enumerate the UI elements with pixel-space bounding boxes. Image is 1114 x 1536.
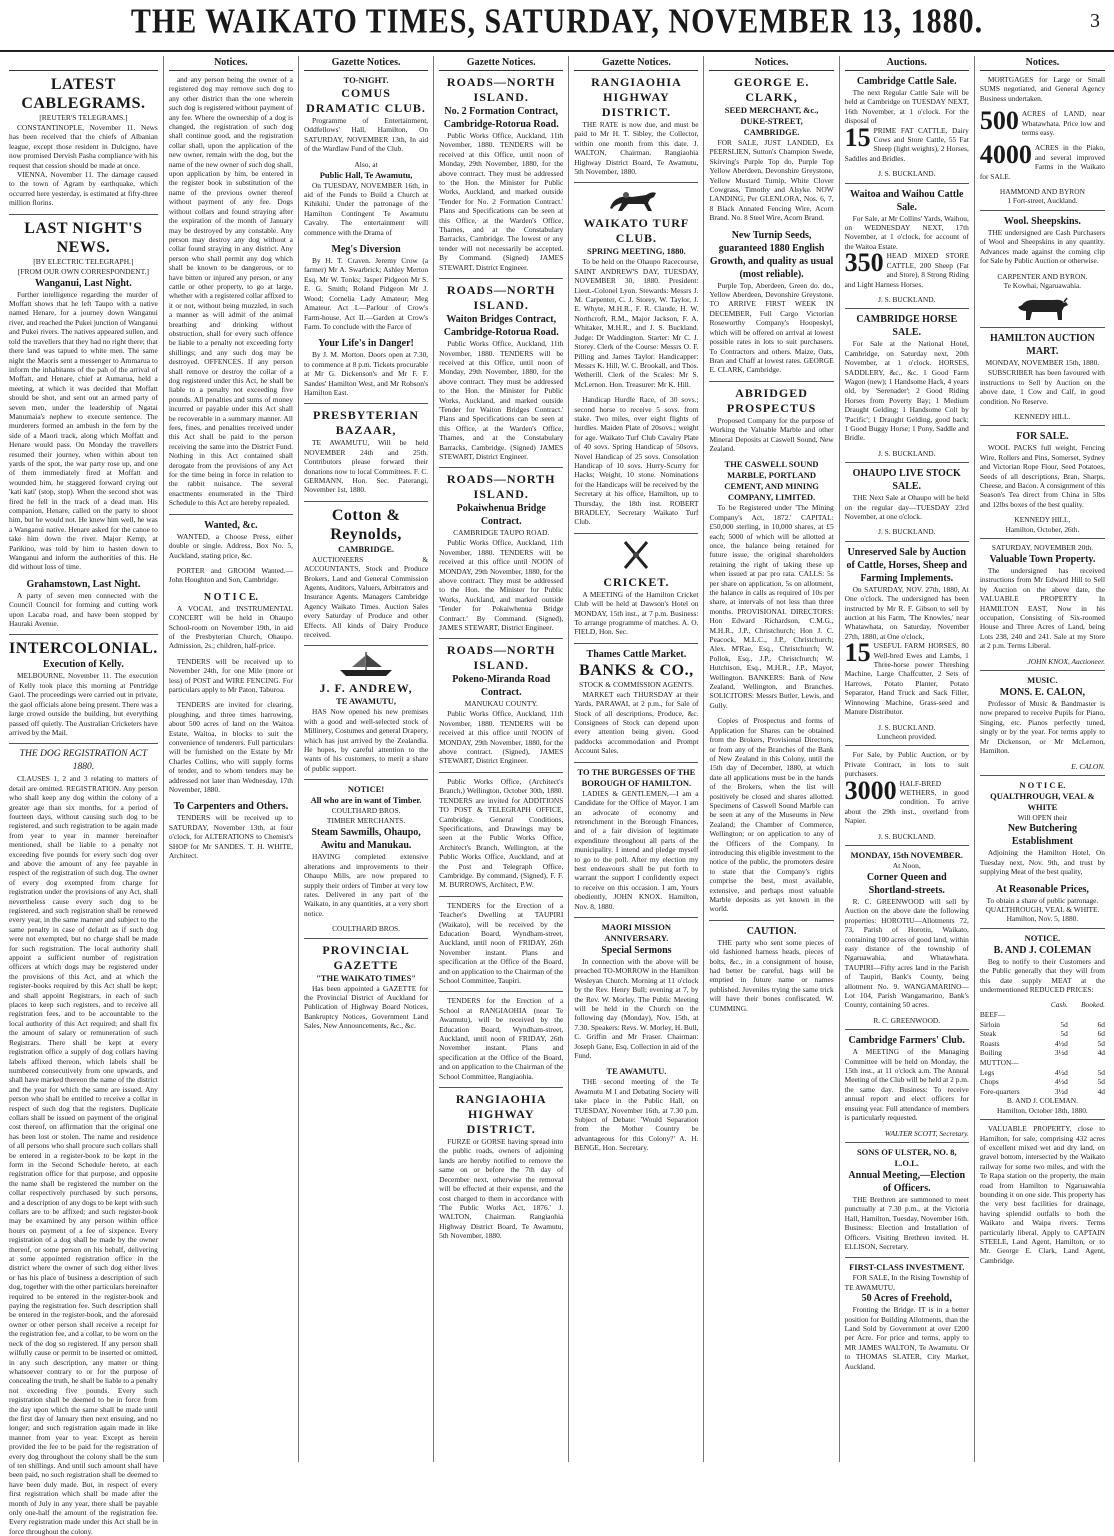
divider xyxy=(574,762,698,763)
price-col-item xyxy=(980,1000,1042,1010)
clark-turnip-seeds: New Turnip Seeds, guaranteed 1880 English Growth, and quality as usual (most reliable). xyxy=(709,229,834,280)
calon-signature: E. CALON. xyxy=(1071,761,1105,771)
coleman-signature: B. AND J. COLEMAN. xyxy=(1006,1096,1078,1106)
turf-club-title: WAIKATO TURF CLUB. xyxy=(583,216,690,246)
column-2 xyxy=(164,56,299,1462)
bazaar-body: TE AWAMUTU, Will be held NOVEMBER 24th and 25th. Contributors please forward their donations now to local Committees. F. C. GERMANN, Hon. Sec. Paterangi, November 1st, 1880. xyxy=(303,438,429,495)
dog-act-body: CLAUSES 1, 2 and 3 relating to matters of detail are omitted. REGISTRATION. Any person who shall keep any dog within the colony of a greater age than six months, for a period of fourteen days, without causing such dog to be registered, and such registration to be again made from year to year in manner hereinafter mentioned, shall be liable to a penalty not exceeding five pounds for every such dog over and above the amount of any fee payable in respect of the registration of such dog. The owner of every dog exempted from charge for registration under the provisions of any Act, shall nevertheless cause every such dog to be registered, and such registration shall be renewed every year, in the same manner and subject to the same penalty in case of default as if such dog were not exempted, but no charge shall be made for such registration. The local authority shall appoint a sufficient number of registration officers at which dogs may be registered under the provisions of this Act, and at which the register-books required by this Act shall be kept; and shall appoint Registrars, in each of such places to keep such registers, and to receive all registration fees, and to be accountable to the local authority of this Act required; and shall fix the amount of salary or remuneration of such Registrars. There shall be kept at every registration office a supply of dog collars having labels affixed thereon, which labels shall be numbered consecutively from one upwards, and shall have marked thereon the name of the district and the year for which the same are issued. Any person who shall be entitled to receive a collar in respect of such dog that the registers. Duplicate collars shall be issued on payment of the original cost thereof, on affirmation that the original one has been lost or stolen. The name and residence of all persons who shall procure such collars shall be entered in a register-book to be kept in the form in the Second Schedule hereto, at each registration office for that purpose, and opposite the name shall be registered the number on the collar respectively purchased by such persons, and a description of any dogs to be kept with such collars are to be affixed; and such register-book may be examined by any person within office hours on payment of a fee of sixpence. Every registration of a dog shall be made by the owner thereof, or some person on his behalf, delivering at some appointed registration office in the district where the owner of such dog either lives or has his place of business a description of such dog, together with the other particulars hereinafter required to be entered in the register-book and paying the registration fee. Such description shall be entered in the register-book, and the aforesaid owner or other person shall receive a receipt for the registration fee, and a collar, to be worn on the neck of the dog so registered. If any person shall wilfully cause or permit to be inserted or omitted, in any such description, any matter or thing whatsoever contrary to or for the purpose of concealing the truth, he shall be liable to a penalty not exceeding five pounds. Every such registration shall be deemed to be in force from the day upon which the same shall be made until the first day of January then next ensuing, and no longer; and such registration again made in like manner from year to year. Except as herein provided the fee to be paid for the registration of every dog throughout the colony shall be the sum of ten shillings. And until such amount shall have been paid, no such registration shall be deemed to have been duly made. But, in respect of every first registration which shall be made after the month of July in any year, there shall be payable only one-half the amount of the registration fee. Every registration made under this Act shall be in force throughout the colony. xyxy=(9,774,158,1536)
cotton-title: Cotton & Reynolds, xyxy=(330,506,402,543)
price-col-booked: Booked. xyxy=(1080,1000,1105,1010)
column-header: Gazette Notices. xyxy=(574,56,698,71)
buckland-signature: J. S. BUCKLAND. xyxy=(878,527,936,537)
price-item: Fore-quarters xyxy=(979,1086,1020,1096)
divider xyxy=(439,991,563,992)
mission-title: MAORI MISSION ANNIVERSARY. xyxy=(601,921,671,943)
wanted-ad-1: WANTED, a Choose Press, either double or single. Address, Box No. 5, Auckland, stating price, &c. xyxy=(168,531,293,560)
awamutu-body: THE second meeting of the Te Awamutu M I and Debating Society will take place in the Public Hall, on TUESDAY, November 16th, at 7.30 p.m. Subject of Debate: 'Would Separation from the Mother Country be advantageous for this Colony?' A. H. BENGE, Hon. Secretary. xyxy=(574,1077,699,1153)
turf-club-subtitle: SPRING MEETING, 1880. xyxy=(587,246,686,257)
public-hall-title: Public Hall, Te Awamutu, xyxy=(319,169,413,180)
ulster-title: SONS OF ULSTER, NO. 8, L.O.L. xyxy=(856,1146,957,1168)
price-item: MUTTON— xyxy=(979,1057,1019,1067)
monday-title: MONDAY, 15th NOVEMBER. xyxy=(850,849,963,860)
mart-title: HAMILTON AUCTION MART. xyxy=(990,333,1095,358)
dog-act-title: THE DOG REGISTRATION ACT 1880. xyxy=(19,749,148,773)
andrew-title: J. F. ANDREW, xyxy=(319,681,413,696)
column-1 xyxy=(4,56,164,1536)
cotton-subtitle: CAMBRIDGE. xyxy=(338,543,395,554)
clark-subtitle-3: CAMBRIDGE. xyxy=(743,127,800,137)
gazette-subtitle: "THE WAIKATO TIMES" xyxy=(316,972,417,983)
investment-body: FOR SALE, In the Rising Township of TE AWAMUTU, xyxy=(844,1273,969,1292)
kelly-heading: Execution of Kelly. xyxy=(42,659,124,671)
divider xyxy=(304,938,428,939)
qualthrough-signature: QUALTHROUGH, VEAL & WHITE. xyxy=(985,904,1100,914)
timber-subtitle: All who are in want of Timber. xyxy=(310,795,422,806)
buckland-signature: J. S. BUCKLAND. xyxy=(878,831,936,841)
clark-subtitle: SEED MERCHANT, &c., xyxy=(724,105,819,115)
crossed-bats-icon xyxy=(619,538,653,572)
rate-title: RANGIAOHIA HIGHWAY DISTRICT. xyxy=(591,75,682,119)
grahamstown-heading: Grahamstown, Last Night. xyxy=(26,578,141,590)
timber-merchants: TIMBER MERCHANTS. xyxy=(326,816,406,826)
price-cash: 5d xyxy=(1060,1019,1068,1029)
lot-count: 15 xyxy=(844,122,871,152)
divider xyxy=(304,501,428,502)
cricket-title: CRICKET. xyxy=(603,574,670,589)
price-booked: 5d xyxy=(1097,1077,1105,1087)
corner-title: Corner Queen and Shortland-streets. xyxy=(866,871,947,896)
divider xyxy=(980,1119,1105,1120)
music-title: MUSIC. xyxy=(1027,675,1058,686)
burgesses-body: LADIES & GENTLEMEN,—I am a Candidate for the Office of Mayor. I am an advocate of economy and retrenchment in the Borough Finances, and of a fair division of legitimate expenditure throughout all parts of the municipality. I intend and pledge myself to go to the poll. After my election my best endeavours shall be put forth to warrant the support I confidently expect to receive on this occasion. I am, Yours obediently, JOHN KNOX. Hamilton, Nov. 8, 1880. xyxy=(574,788,699,911)
divider xyxy=(980,670,1105,671)
price-item: Steak xyxy=(979,1029,997,1039)
horse-icon xyxy=(606,187,666,213)
investment-body-2: Fronting the Bridge. IT is in a better position for Building Allotments, than the Land Sold by Government at over £200 per Acre. For price and terms, apply to MR JAMES WALTON, Te Awamutu. Or to THOMAS SLATER, City Market, Auckland. xyxy=(844,1305,969,1371)
notice-title: NOTICE. xyxy=(1024,932,1061,943)
roads-3-subtitle: Pokaiwhenua Bridge Contract. xyxy=(456,503,546,528)
rangiaohia-title: RANGIAOHIA HIGHWAY DISTRICT. xyxy=(455,1092,547,1137)
clark-body: FOR SALE, JUST LANDED, Ex PEERSLIEN, Sutton's Champion Swede, Skirving's Purple Top do, Purple Top Yellow Aberdeen, Devonshire Greystone, Yellow Mustard Turnip, White Clover Cowgrass, Timothy and Alsyke. NOW LANDING, Per GLENLORA, Nos. 6, 7, 8 Black Annated Fencing Wire, Acorn Brand. No. 8 Steel Wire, Acorn Brand. xyxy=(709,138,834,223)
divider xyxy=(845,462,969,463)
company-title: THE CASWELL SOUND MARBLE, PORTLAND CEMENT, AND MINING COMPANY, LIMITED. xyxy=(724,459,819,503)
valuable-date: SATURDAY, NOVEMBER 20th. xyxy=(991,543,1094,552)
caution-body: THE party who sent some pieces of old fashioned harness heads, pieces of bolts, &c., in a consignment of house, had better be careful, bags will be emptied in future name or names published. Juveniles trying the same trick will have their bones confiscated. W. CUMMING. xyxy=(709,937,834,1013)
comus-body: Programme of Entertainment, Oddfellows' Hall, Hamilton, On SATURDAY, NOVEMBER 13th, In aid of the Wardlaw Fund of the Club. xyxy=(303,116,429,154)
banks-subtitle: STOCK & COMMISSION AGENTS. xyxy=(578,679,694,689)
price-row xyxy=(980,1039,1105,1049)
divider xyxy=(574,643,698,644)
cricket-body: A MEETING of the Hamilton Cricket Club will be held at Dawson's Hotel on MONDAY, 15th inst., at 7 p.m. Business: To arrange programme of matches. A. O. FIELD, Hon. Sec. xyxy=(574,589,699,637)
farmers-club-title: Cambridge Farmers' Club. xyxy=(848,1035,965,1047)
roads-1-body: Public Works Office, Auckland, 11th November, 1880. TENDERS will be received at this Office, until noon of Monday, 29th November, 1880, for the above contract. They must be addressed to the Hon. the Minister for Public Works, Auckland, and marked outside 'Tender for No. 2 Formation Contract.' Plans and Specifications can be seen at this Office, at the Warden's Office, Thames, and at the Constabulary Barracks, Cambridge. The lowest or any tender will not necessarily be accepted. By Command. (Signed) JAMES STEWART, District Engineer. xyxy=(439,131,564,272)
divider xyxy=(439,1087,563,1088)
sawmills-body: HAVING completed extensive alterations and improvements to their Ohaupo Mills, are now prepared to supply their orders of Timber at very low rates. Delivered in any part of the Waikato, in any quantities, at a very short notice. xyxy=(303,852,429,918)
divider xyxy=(845,745,969,746)
reasonable-prices: At Reasonable Prices, xyxy=(995,883,1089,895)
price-booked: 5d xyxy=(1097,1038,1105,1048)
valuable-body: The undersigned has received instructions from Mr Edward Hill to Sell by Auction on the above date, the VALUABLE PROPERTY In HAMILTON EAST, Now in his occupation, Consisting of Six-roomed House and Three Acres of Land, being Lots 238, 240 and 241. Sale at my Store at 2 p.m. Terms Liberal. xyxy=(979,566,1105,651)
wethers-body: For Sale, by Public Auction, or by Private Contract, in lots to suit purchasers. xyxy=(844,750,969,779)
news-subtitle-2: [FROM OUR OWN CORRESPONDENT.] xyxy=(17,266,149,276)
corner-body: R. C. GREENWOOD will sell by Auction on the above date the following properties: HOROTIU—Allotments 72, 73, Parish of Horotiu, Waikato, containing 100 acres of good land, within easy distance of the township of Ngaruawahia, and Whatawhata. TAUPIRI—Fifty acres land in the Parish of Taupiri, Bank's County, being allotment No. 9. WANGAMARINO—Lot 104, Parish Wangamarino, Bank's County, containing 50 acres. xyxy=(844,896,969,1010)
column-header: Notices. xyxy=(709,56,833,71)
notice-body: A VOCAL and INSTRUMENTAL CONCERT will be held in Ohaupo School-room on November 19th, in aid of the Presbyterian Church, Ohaupo. Admission, 2s.; children, half-price. xyxy=(168,603,293,651)
waitoa-body: For Sale, at Mr Collins' Yards, Waihou, on WEDNESDAY NEXT, 17th November, at 1 o'clock, for account of the Waitoa Estate. xyxy=(844,213,969,251)
price-item: Boiling xyxy=(979,1048,1003,1058)
farce-body: By J. M. Morton. Doors open at 7.30, to commence at 8 p.m. Tickets procurable at Mr G. Dickenson's and Mr F. F. Sandes' Hamilton West, and Mr Robson's Hamilton East. xyxy=(303,350,429,397)
kennedy-signature: KENNEDY HILL. xyxy=(1014,411,1071,421)
divider xyxy=(845,1029,969,1030)
wethers-lots: 3000 HALF-BRED WETHERS, in good condition. To arrive about the 29th inst., overland from Napier. xyxy=(844,775,969,826)
price-item: Legs xyxy=(979,1067,995,1077)
divider xyxy=(709,920,833,921)
hammond-address: 1 Fort-street, Auckland. xyxy=(1007,196,1078,206)
divider xyxy=(439,896,563,897)
grahamstown-body: A party of seven men connected with the Council Council for forming and cutting work upon Lacaba road, and have been stopped by Hauraki Avenue. xyxy=(9,590,158,629)
roads-4-body: Public Works Office, Auckland, 11th November, 1880. TENDERS will be received at this office until NOON of MONDAY, 29th November, 1880, for the above contract. (Signed), JAMES STEWART, District Engineer. xyxy=(439,709,564,766)
price-cash: 4½d xyxy=(1054,1038,1068,1048)
news-subtitle: [BY ELECTRIC TELEGRAPH.] xyxy=(33,256,134,266)
buckland-signature: J. S. BUCKLAND. xyxy=(878,294,936,304)
qualthrough-date: Hamilton, Nov. 5, 1880. xyxy=(1006,914,1079,924)
column-6 xyxy=(704,56,839,1462)
buckland-signature: J. S. BUCKLAND. xyxy=(878,448,936,458)
clark-title: GEORGE E. CLARK, xyxy=(733,75,810,104)
prospectus-body: Proposed Company for the purpose of Working the Valuable Marble and other Mineral Deposits at Caswell Sound, New Zealand. xyxy=(709,415,834,453)
dog-act-continued: and any person being the owner of a registered dog may remove such dog to any other district than the one wherein such dog is registered without payment of any fee. Where the ownership of a dog is changed, the registration of such dog shall continue good, and the registration collar shall, upon the application of the new owner, remain with the dog, but the name of the new owner of such dog shall, upon application by him, be entered in the register book in substitution of the name of the previous owner thereof without payment of any fee. Dogs without collars and found straying after the expiration of the month of January may be destroyed by any constable. Any person may destroy any dog without a collar found straying in any district. Any person who shall permit any dog which shall be known to be dangerous, or to have bitten or injured any person, or any cattle or other property, to go at large, whether with a registered collar affixed to it or not, without being muzzled, in such a manner as will admit of the animal breathing and drinking without obstruction, shall for every such offence be liable to a penalty not exceeding forty shillings; and any such dog may be destroyed. OFFENCES. If any person shall remove or destroy the collar of a dog registered under this Act, he shall be liable to a penalty not exceeding five pounds. All penalties and sums of money incurred or payable under this Act shall be recoverable in a summary manner. All fees, fines, and penalties received under this Act shall be paid to the person receiving the same into the District Fund. Nothing in this Act contained shall derogate from the provisions of any Act for the time being in force in relation to the rabbit nuisance. The several enactments enumerated in the Third Schedule to this Act are hereby repealed. xyxy=(168,75,293,508)
horse-sale-body: For Sale at the National Hotel, Cambridge, on Saturday next, 20th November, at 1 o'clock. HORSES, SADDLERY, &c., &c. 1 Good Farm Wagon (new); 1 Handsome Hack, 4 years old, by 'Serenader'; 2 Good Riding Horses from Poverty Bay; 1 Medium Draught Gelding; 1 Handsome Colt by 'Pacific'; 1 Draught Gelding, good back; 1 Good Buggy Horse; 1 Pony, Saddle and Bridle. xyxy=(844,339,969,443)
property-body: VALUABLE PROPERTY, close to Hamilton, for sale, comprising 432 acres of excellent mixed wet and dry land, on gravel bottom, intersected by the Waikato railway for some two miles, and with the Te Rapa station on the property, the main road from Hamilton to Ngaruawahia bounding it on one side. This property has the very best facilities for drainage, having splendid outfalls to both the Waikato and Waipa rivers. Terms particularly liberal. Apply to CAPTAIN STEELE, Land Agent, Hamilton, or to Mr. George E. Clark, Land Agent, Cambridge. xyxy=(979,1124,1105,1265)
mission-body: In connection with the above will be preached TO-MORROW in the Hamilton Wesleyan Church. Morning at 11 o'clock by the Rev. Henry Bull; evening at 7, by the Rev. W. Morley. The Public Meeting will be held in the Church on the following day (Monday), Nov. 15th, at 7.30. Speakers: Revs. W. Morley, H. Bull, C. Griffin and Mr Fraser. Chairman: Joseph Gane, Esq. Collection in aid of the Fund. xyxy=(574,956,699,1061)
andrew-body: HAS Now opened his new premises with a good and well-selected stock of Millinery, Costumes and general Drapery, which has just arrived by the Zealandia. He hopes, by careful attention to the wants of his customers, to merit a share of public support. xyxy=(303,707,429,773)
wanganui-body: Further intelligence regarding the murder of Moffatt shows that he left Taupo with a native named Henare, for a journey down Wanganui river, and reached the Pukei junction of Wanganui and Pukei rivers. The natives appeared sullen, and told the travellers that they had no right there; that there land was tapued to white men. The same night the Maoris sent a messenger to Ammarua to inform the inhabitants of the pah of the arrival of Moffatt, and Henare, chief at Aumarua, held a meeting, at which it was decided that Moffatt should be shot, and sent out an armed party of seven men, under the leadership of Ngatai Manumaia's nephew to execute sentence. The murderers formed an ambush in the fern by the side of a Maori track, along which Moffatt and Henare would pass. On Monday the travellers resumed their journey, when within about ten yards of the spot, the war party rose up, and one of them immediately fired at Moffatt and wounded him, he staggered forward crying out 'kati kati' (stop, stop). When the second shot was fired he fell in the track of a dead man. His companion, Henare, called on the party to shoot him, but he would not. He knew him well, he was a Wanganui native. Henare asked for the canoe to take him down the river. Major Kemp, at Parikino, was told by him to hasten down to Wanganui and inform the authorities of this. He did without loss of time. xyxy=(9,289,158,572)
sawmills-title: Steam Sawmills, Ohaupo, Awitu and Manukau. xyxy=(311,827,421,852)
acres-count: 500 xyxy=(979,106,1019,136)
newspaper-title: THE WAIKATO TIMES, SATURDAY, NOVEMBER 13, 1880. xyxy=(130,2,984,41)
price-table xyxy=(980,1000,1105,1096)
lot-count: 350 xyxy=(844,248,884,278)
unreserved-title: Unreserved Sale by Auction of Cattle, Horses, Sheep and Farming Implements. xyxy=(846,546,968,584)
price-booked xyxy=(1068,1058,1105,1068)
ulster-body: THE Brethren are summoned to meet punctually at 7.30 p.m., at the Victoria Hall, Hamilton, Tuesday, November 16th. Business: Election and Installation of Officers. Visiting Brethren invited. H. ELLISON, Secretary. xyxy=(844,1194,969,1251)
coleman-date: Hamilton, October 18th, 1880. xyxy=(997,1105,1088,1115)
rate-body: THE RATE is now due, and must be paid to Mr H. T. Sibley, the Collector, within one month from this date. J. WALTON, Chairman. Rangiaohia Highway District Board, Te Awamutu, 5th November, 1880. xyxy=(574,120,699,177)
ohaupo-title: OHAUPO LIVE STOCK SALE. xyxy=(852,468,961,493)
kennedy-signature: KENNEDY HILL, xyxy=(1014,515,1071,525)
column-7 xyxy=(840,56,975,1462)
cambridge-cattle-title: Cambridge Cattle Sale. xyxy=(856,76,957,87)
divider xyxy=(439,278,563,279)
price-item: Chops xyxy=(979,1077,999,1087)
price-cash: 5d xyxy=(1060,1029,1068,1039)
music-name: MONS. E. CALON, xyxy=(999,687,1086,699)
price-item: Sirloin xyxy=(979,1019,1000,1029)
cambridge-cattle-lots: 15 PRIME FAT CATTLE, Dairy Cows and Store Cattle, 55 Fat Sheep (light weights), 2 Horses, Saddles and Bridles. xyxy=(844,122,969,163)
news-title: LAST NIGHT'S NEWS. xyxy=(24,219,143,256)
price-cash: 4½d xyxy=(1054,1067,1068,1077)
price-booked: 5d xyxy=(1097,1067,1105,1077)
monday-subtitle: At Noon, xyxy=(892,860,921,870)
carpenters-title: To Carpenters and Others. xyxy=(173,801,289,813)
price-row xyxy=(980,1010,1105,1020)
wanted-ad-2: PORTER and GROOM Wanted.—John Houghton and Son, Cambridge. xyxy=(168,565,293,585)
roads-1-title: ROADS—NORTH ISLAND. xyxy=(446,75,556,104)
teacher-dwelling-tender: TENDERS for the Erection of a Teacher's Dwelling at TAUPIRI (Waikato), will be received by the Education Board, Wyndham-street, Auckland, until noon of FRIDAY, 26th November instant. Plans and specification at the Office of the Board, and on application to the Chairman of the School Committee, Taupiri. xyxy=(439,900,564,985)
company-body-2: Copies of Prospectus and forms of Application for Shares can be obtained from the Brokers, Provisional Directors, or from any of the Branches of the Bank of New Zealand in this Colony, until the 15th day of December, 1880, at which date all applications must be in the hands of the Brokers, when the list will positively be closed and shares allotted. Specimens of Caswell Sound Marble can be seen at any of the Museums in New Zealand; the Chamber of Commerce, Wellington; or on application to any of the Officers of the Company. In introducing this eligible investment to the notice of the public, the promoters desire to state that the Company's rights comprise the best, most available, extensive, and perhaps most valuable Marble deposits as yet known in the world. xyxy=(709,716,834,914)
comus-title: COMUS DRAMATIC CLUB. xyxy=(306,86,426,115)
kelly-body: MELBOURNE, November 11. The execution of Kelly took place this morning at Pentridge Gaol. The proceedings were carried out in private, the gaol officials alone being present. There was a large crowd outside the building, but everything passed off quietly. The Australian Cricketers have arrived by the Mail. xyxy=(9,671,158,737)
post-office-tender: Public Works Office, (Architect's Branch,) Wellington, October 30th, 1880. TENDERS are invited for ADDITIONS TO POST & TELEGRAPH OFFICE, Cambridge. General Conditions, Specifications, and Drawings may be seen at the Public Works Office, Architect's Branch, Wellington, at the Public Works Office, Auckland, and at the Post and Telegraph Office, Cambridge. By command, (Signed), F. F. M. BURROWS, Architect, P.W. xyxy=(439,776,564,890)
gazette-title: PROVINCIAL GAZETTE xyxy=(322,942,410,972)
price-cash xyxy=(1041,1010,1067,1020)
unreserved-body: On SATURDAY, NOV. 27th, 1880, At One o'clock. The undersigned has been instructed by Mr R. F. Gibson to sell by auction at his Farm, 'The Knowles,' near Whatawhata, on Saturday, November 27th, 1880, at One o'clock, xyxy=(844,584,969,641)
divider xyxy=(980,210,1105,211)
timber-notice: NOTICE! xyxy=(347,784,385,795)
column-header: Notices. xyxy=(980,56,1105,71)
bazaar-title: PRESBYTERIAN BAZAAR, xyxy=(313,408,420,438)
column-header xyxy=(9,56,158,71)
wool-title: Wool. Sheepskins. xyxy=(1003,215,1081,227)
buckland-signature: J. S. BUCKLAND. xyxy=(878,169,936,179)
masthead xyxy=(0,0,1114,52)
hammond-signature: HAMMOND AND BYRON xyxy=(999,187,1085,197)
divider xyxy=(980,425,1105,426)
caution-title: CAUTION. xyxy=(746,925,797,937)
divider xyxy=(304,403,428,404)
column-4 xyxy=(434,56,569,1462)
turf-club-body: To be held on the Ohaupo Racecourse, SAINT ANDREW'S DAY, TUESDAY, NOVEMBER 30, 1880. President: Lieut.-Colonel Lyon. Stewards: Messrs J. M. Carpenter, C. J. Storey, W. Taylor, J. E. Whyte, M.H.R., F. R. Claude, H. W. Northcroft, R.M., Major Jackson, F. A. Whitaker, M.H.R., and J. S. Buckland. Judge: Dr Waddington. Starter: Mr C. J. Storey. Clerk of the Course: Messrs O. F. Pilling and James Taylor. Handicapper: Messrs K. Hill, W. C. Brookall, and Thos. Wetherill. Clerk of the Scales: Mr S. McLernon. Hon. Treasurer: Mr K. Hill. xyxy=(574,257,699,389)
qualthrough-body-3: To obtain a share of public patronage. xyxy=(986,895,1099,905)
clark-subtitle-2: DUKE-STREET, xyxy=(740,116,803,126)
divider xyxy=(980,327,1105,328)
cables-title: LATEST CABLEGRAMS. xyxy=(21,76,146,112)
column-header: Gazette Notices. xyxy=(439,56,563,71)
lot-count: 3000 xyxy=(844,775,897,805)
luncheon-note: Luncheon provided. xyxy=(876,731,937,741)
mart-subtitle: MONDAY, NOVEMBER 15th, 1880. xyxy=(985,358,1100,368)
divider xyxy=(439,772,563,773)
tenders-clearing: TENDERS are invited for clearing, ploughing, and three times harrowing, about 500 acres of land on the Waitoa Estate, Waitoa, in blocks to suit the convenience of tenderers. Full particulars will be furnished on the Estate by Mr Charles Collins, who will supply forms of tender, and to whom tenders may be addressed not later than Wednesday, 17th November, 1880. xyxy=(168,700,293,795)
divider xyxy=(980,928,1105,929)
column-header: Auctions. xyxy=(845,56,969,71)
coulthard-signature: COULTHARD BROS. xyxy=(332,924,400,934)
tenders-fencing: TENDERS will be received up to November 24th, for one Mile (more or less) of POST and WIRE FENCING. For particulars apply to Mr Paton, Taburoa. xyxy=(168,656,293,694)
roads-4-title: ROADS—NORTH ISLAND. xyxy=(446,643,556,673)
column-header: Gazette Notices. xyxy=(304,56,428,71)
price-item: Roasts xyxy=(979,1038,1000,1048)
for-sale-body: WOOL PACKS full weight, Fencing Wire, Rollers and Pins, Somerset, Sydney and Victorian Rope Flour, Seed Potatoes, Seeds of all descriptions, Bran, Sharps, Cheese, and Bacon. A consignment of this Season's Tea direct from China in 5lbs and 12lbs boxes of the best quality. xyxy=(979,443,1105,509)
column-8 xyxy=(975,56,1110,1462)
waitoa-title: Waitoa and Waihou Cattle Sale. xyxy=(850,188,964,213)
roads-2-subtitle: Waiton Bridges Contract, Cambridge-Rotorua Road. xyxy=(443,314,559,339)
coleman-title: B. AND J. COLEMAN xyxy=(993,944,1092,956)
price-booked: 4d xyxy=(1097,1048,1105,1058)
divider xyxy=(980,538,1105,539)
drama-body: By H. T. Craven. Jeremy Crow (a farmer) Mr A. Swarbrick; Ashley Merton Esq. Mr W. Tonks; Jasper Pidgeon Mr S. E. G. Smith; Roland Pidgeon Mr J. Wood; Cornelia Lady Amateur; Meg Amateur. Act I.—Parlour of Crow's Farm-house. Act II.—Garden at Crow's Farm. To conclude with the Farce of xyxy=(303,256,429,331)
banks-body: MARKET each THURSDAY at their Yards, PARAWAI, at 2 p.m., for Sale of Stock of all descriptions, Produce, &c. Consignees of Stock can depend upon every attention being given. Good paddocks accommodation and Prompt Account Sales. xyxy=(574,689,699,756)
wanted-title: Wanted, &c. xyxy=(204,519,258,531)
divider xyxy=(439,467,563,468)
tonight-label: TO-NIGHT. xyxy=(343,75,389,85)
for-sale-title: FOR SALE. xyxy=(1016,431,1069,443)
divider xyxy=(574,917,698,918)
turf-club-races: Handicap Hurdle Race, of 30 sovs.; second horse to receive 5 sovs. from stake. Two miles, over eight flights of hurdles. Maiden Plate of 20sovs.; weight for age. Waikato Turf Club Cavalry Plate of 40 sovs. Spring Handicap of 50sovs. Novel Handicap of 25 sovs. Consolation Handicap of 10 sovs. Hurry-Scurry for Hacks; Weight, 10 stone. Nominations for the Handicaps will be received by the Secretary at his office, Hamilton, up to Thursday, the 18th inst. ROBERT BRADLEY, Secretary Waikato Turf Club. xyxy=(574,395,699,527)
price-cash: 4½d xyxy=(1054,1077,1068,1087)
qualthrough-body-2: Adjoining the Hamilton Hotel, On Tuesday next, Nov. 9th, and trust by supplying Meat of the best quality, xyxy=(979,848,1105,877)
greenwood-signature: R. C. GREENWOOD. xyxy=(873,1015,941,1025)
roads-4-subtitle-2: MANUKAU COUNTY. xyxy=(464,699,538,709)
acres-count: 4000 xyxy=(979,140,1032,170)
divider xyxy=(9,743,158,744)
coleman-body: Beg to notify to their Customers and the Public generally that they will from this date supply MEAT at the undermentioned REDUCED PRICES: xyxy=(979,956,1105,994)
lot-count: 15 xyxy=(844,638,871,668)
acres-500: 500 ACRES of LAND, near Whatawhata. Price low and terms easy. xyxy=(979,106,1105,138)
roads-3-body: Public Works Office, Auckland, 11th November, 1880. TENDERS will be received at this office until NOON of MONDAY, 29th November, 1880, for the above contract. They must be addressed to the Hon. the Minister for Public Works, Auckland, and marked outside 'Tender for Pokaiwhenua Bridge Contract.' By Command. (Signed), JAMES STEWART, District Engineer. xyxy=(439,538,564,633)
price-row xyxy=(980,1068,1105,1078)
school-tender: TENDERS for the Erection of a School at RANGIAOHIA (near Te Awamutu), will be received by the Education Board, Wyndham-street, Auckland, until noon of FRIDAY, 26th November instant. Plans and specification at the Office of the Board, and on application to the Chairman of the School Committee, Rangiaohia. xyxy=(439,996,564,1081)
drama-title: Meg's Diversion xyxy=(331,244,401,256)
bull-icon xyxy=(1012,293,1072,323)
roads-3-title: ROADS—NORTH ISLAND. xyxy=(446,472,556,502)
carpenter-address: Te Kowhai, Ngaruawahia. xyxy=(1003,280,1082,290)
price-booked: 4d xyxy=(1097,1086,1105,1096)
qualthrough-title: QUALTHROUGH, VEAL & WHITE xyxy=(990,790,1095,812)
price-booked: 6d xyxy=(1097,1019,1105,1029)
also-label: Also, at xyxy=(354,159,378,169)
divider xyxy=(845,1142,969,1143)
cattle-market-title: Thames Cattle Market. xyxy=(586,648,687,660)
company-body: To be Registered under 'The Mining Company's Act, 1872.' CAPITAL: £50,000 sterling, in 10,000 shares, at £5 each; 5000 of which will be allotted at once, the balance being retained for future issue, the original shareholders retaining the right of taking these up when issued at par pro rata. CALLS: 5s per share on application, 5s on allotment, the balance in calls as required of 10s per share, at intervals of not less than three months. PROVISIONAL DIRECTORS: Hon Edward Richardson, C.M.G., M.H.R., J.P., Christchurch; Hon J. C. Peacock, M.L.C., J.P., Christchurch; Alex. M'Rae, Esq., Christchurch; W. Pollok, Esq., J.P., Christchurch; W. Hutchison, Esq., M.H.R., J.P., Mayor, Wellington. BANKERS: Bank of New Zealand, Wellington, and Branches. SOLICITORS: Messrs Butler, Lewis, and Gully. xyxy=(709,503,834,710)
divider xyxy=(439,638,563,639)
divider xyxy=(845,183,969,184)
price-table-header xyxy=(980,1000,1105,1010)
column-5 xyxy=(569,56,704,1462)
column-header: Notices. xyxy=(169,56,293,71)
buckland-signature: J. S. BUCKLAND. xyxy=(878,722,936,732)
price-cash: 3½d xyxy=(1054,1086,1068,1096)
cotton-body: AUCTIONEERS & ACCOUNTANTS, Stock and Produce Brokers, Land and General Commission Agents, Auditors, Valuers, Arbitrators and Insurance Agents. Managers Cambridge Agency Waikato Times. Auction Sales every Saturday of Produce and other Effects. All kinds of Dairy Produce received. xyxy=(303,554,429,640)
notice-title: N O T I C E. xyxy=(1019,779,1066,790)
unreserved-lots: 15 USEFUL FARM HORSES, 80 Well-bred Ewes and Lambs, 1 Three-horse power Threshing Machine, Large Chaffcutter, 2 Sets of Harrows, Potato Planter, Potato Separator, Hand Truck and Sack Filler, Winnowing Machine, Grass-seed and Manure Distributor. xyxy=(844,638,969,717)
roads-4-subtitle: Pokeno-Miranda Road Contract. xyxy=(452,674,551,699)
cables-body: CONSTANTINOPLE, November 11. News has been received that the chiefs of Albanian league, except those resident in Dulcigno, have now promised Dervish Pasha compliance with his request that cession should be made at once. VIENNA, November 11. The damage caused to the town of Agram by earthquake, which occurred here yesterday, is estimated at fifty-three million florins. xyxy=(9,123,158,208)
farce-title: Your Life's in Danger! xyxy=(318,338,414,350)
price-cash xyxy=(1041,1058,1067,1068)
mortgages-body: MORTGAGES for Large or Small SUMS negotiated, and General Agency Business undertaken. xyxy=(979,75,1105,103)
divider xyxy=(845,541,969,542)
divider xyxy=(845,308,969,309)
waitoa-lots: 350 HEAD MIXED STORE CATTLE, 200 Sheep (Fat and Store), 8 Strong Riding and Light Harness Horses. xyxy=(844,248,969,289)
carpenters-body: TENDERS will be received up to SATURDAY, November 13th, at four o'clock, for ALTERATIONS to Chemist's SHOP for Mr SANDES. T. H. WHITE, Architect. xyxy=(168,813,293,861)
rangiaohia-body: FURZE or GORSE having spread into the public roads, owners of adjoining lands are hereby notified to remove the same on or before the 7th day of December next, otherwise the removal will be effected at their expense, and the cost charged to them in accordance with 'The Public Works Act, 1876.' J. WALTON, Chairman. Rangiaohia Highway District Board, Te Awamutu, 5th November, 1880. xyxy=(439,1137,564,1241)
roads-3-subtitle-2: CAMBRIDGE TAUPO ROAD. xyxy=(453,528,550,538)
banks-title: BANKS & CO., xyxy=(579,661,694,679)
carpenter-signature: CARPENTER AND BYRON. xyxy=(997,271,1088,281)
public-hall-body: On TUESDAY, NOVEMBER 16th, in aid of the Funds to Build a Church at Kihikihi. Under the patronage of the Hamilton Contingent Te Awamutu Cavalry. The entertainment will commence with the Drama of xyxy=(303,180,429,237)
andrew-subtitle: TE AWAMUTU, xyxy=(336,696,397,707)
prospectus-title: ABRIDGED PROSPECTUS xyxy=(726,385,817,415)
divider xyxy=(845,1257,969,1258)
roads-2-title: ROADS—NORTH ISLAND. xyxy=(446,283,556,313)
music-body: Professor of Music & Bandmaster is now prepared to receive Pupils for Piano, Singing, etc. Pianos perfectly tuned, singly or by the year. For terms apply to Mr Dickenson, or Mr McLernon, Hamilton. xyxy=(979,699,1105,756)
horse-sale-title: CAMBRIDGE HORSE SALE. xyxy=(856,314,958,339)
qualthrough-body: Will OPEN their xyxy=(1017,812,1068,822)
awamutu-title: TE AWAMUTU. xyxy=(606,1066,667,1077)
divider xyxy=(709,381,833,382)
cables-subtitle: [REUTER'S TELEGRAMS.] xyxy=(39,113,128,122)
acres-4000: 4000 ACRES in the Piako, and several improved Farms in the Waikato for SALE. xyxy=(979,140,1105,181)
page-number: 3 xyxy=(1090,10,1100,32)
price-row xyxy=(980,1029,1105,1039)
divider xyxy=(169,514,293,515)
intercolonial-title: INTERCOLONIAL. xyxy=(9,640,158,658)
clark-body-2: Purple Top, Aberdeen, Green do. do., Yellow Aberdeen, Devonshire Greystone. TO ARRIVE FIRST WEEK IN DECEMBER, Full Cargo Victorian Roseworthy Company's Hoopeskyl, which will be offered on arrival at lowest possible rates in lots to suit purchasers. To Contractors and others. Maize, Oats, Bran and Chaff at lowest rates. GEORGE E. CLARK, Cambridge. xyxy=(709,280,834,375)
farmers-club-body: A MEETING of the Managing Committee will be held on Monday, the 15th inst., at 11 o'clock a.m. The Annual Meeting of the Club will be held at 2 p.m. the same day. Business: To receive annual report and elect officers for ensuing year. Full attendance of members is particularly requested. xyxy=(844,1047,969,1123)
price-cash: 3½d xyxy=(1054,1048,1068,1058)
newspaper-columns xyxy=(4,56,1110,1536)
price-row xyxy=(980,1020,1105,1030)
investment-subtitle: 50 Acres of Freehold, xyxy=(861,1293,952,1305)
price-row xyxy=(980,1077,1105,1087)
investment-title: FIRST-CLASS INVESTMENT. xyxy=(849,1262,965,1273)
wool-body: THE undersigned are Cash Purchasers of Wool and Sheepskins in any quantity. Advances made against the coming clip for Sale by Public Auction or otherwise. xyxy=(979,227,1105,266)
valuable-title: Valuable Town Property. xyxy=(989,554,1096,565)
mart-body: SUBSCRIBER has been favoured with instructions to Sell by Auction on the above date, 1 Cow and Calf, in good condition. No Reserve. xyxy=(979,368,1105,406)
burgesses-title: TO THE BURGESSES OF THE BOROUGH OF HAMILTON. xyxy=(577,766,696,788)
gazette-body: Has been appointed a GAZETTE for the Provincial District of Auckland for Publication of Highway Board Notices, Bankruptcy Notices, Government Land Sales, New Announcements, &c., &c. xyxy=(303,983,429,1031)
ohaupo-body: THE Next Sale at Ohaupo will be held on the regular day—TUESDAY 23rd November, at one o'clock. xyxy=(844,493,969,521)
divider xyxy=(9,634,158,635)
mission-subtitle: Special Sermons xyxy=(601,944,672,956)
ship-icon xyxy=(336,650,396,678)
wanganui-heading: Wanganui, Last Night. xyxy=(35,277,132,289)
column-3 xyxy=(299,56,434,1462)
kennedy-date: Hamilton, October, 26th. xyxy=(1005,524,1080,534)
divider xyxy=(574,533,698,534)
divider xyxy=(304,779,428,780)
divider xyxy=(304,645,428,646)
notice-title: N O T I C E. xyxy=(203,591,258,603)
price-booked: 6d xyxy=(1097,1029,1105,1039)
knox-signature: JOHN KNOX, Auctioneer. xyxy=(1027,656,1105,666)
coulthard-name: COULTHARD BROS. xyxy=(331,806,401,816)
price-row xyxy=(980,1058,1105,1068)
price-col-cash: Cash. xyxy=(1050,1000,1068,1010)
divider xyxy=(980,775,1105,776)
roads-1-subtitle: No. 2 Formation Contract, Cambridge-Rotorua Road. xyxy=(443,106,559,130)
cambridge-cattle-body: The next Regular Cattle Sale will be held at Cambridge on TUESDAY NEXT, 16th November, at 1 o'clock. For the disposal of xyxy=(844,88,969,126)
scott-signature: WALTER SCOTT, Secretary. xyxy=(884,1128,969,1138)
price-row xyxy=(980,1087,1105,1097)
price-row xyxy=(980,1048,1105,1058)
price-item: BEEF— xyxy=(979,1009,1006,1019)
divider xyxy=(9,214,158,215)
price-booked xyxy=(1068,1010,1105,1020)
roads-2-body: Public Works Office, Auckland, 11th November, 1880. TENDERS will be received at this Office, until noon of Monday, 29th November, 1880, for the above contract. They must be addressed to the Hon. the Minister for Public Works, Auckland, and marked outside 'Tender for Waiton Bridges Contract.' Plans and Specifications can be seen at this Office, at the Warden's Office, Thames, and at the Constabulary Barracks, Cambridge. (Signed) JAMES STEWART, District Engineer. xyxy=(439,339,564,461)
divider xyxy=(845,845,969,846)
butchering-title: New Butchering Establishment xyxy=(1007,823,1077,848)
ulster-subtitle: Annual Meeting,—Election of Officers. xyxy=(848,1169,966,1194)
divider xyxy=(574,182,698,183)
